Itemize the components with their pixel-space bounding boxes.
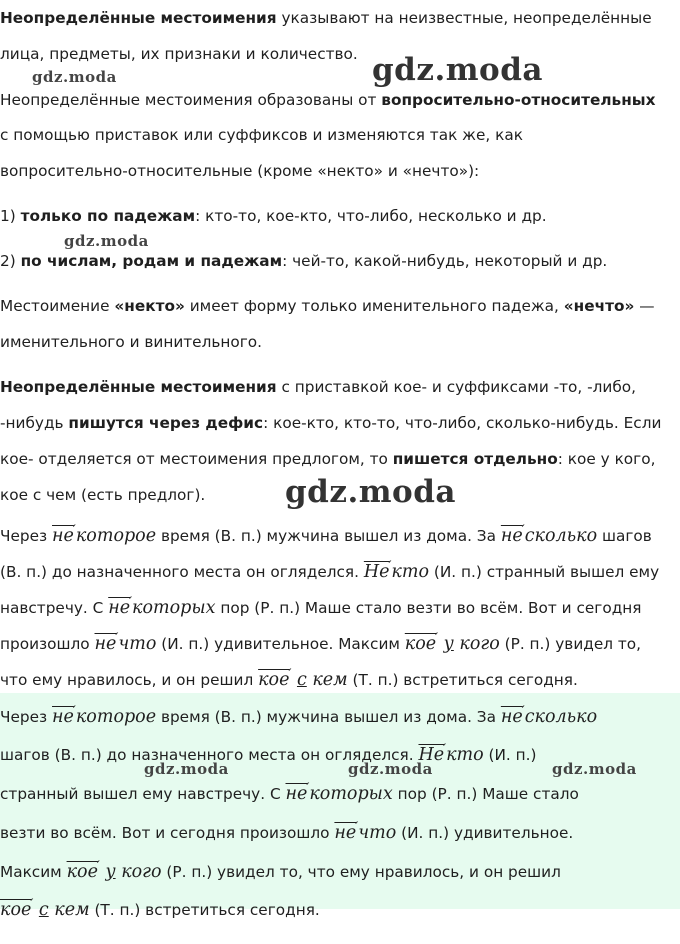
text: : кое у кого, xyxy=(557,450,656,468)
root: которое xyxy=(75,707,157,727)
definition-line-2: лица, предметы, их признаки и количество. xyxy=(0,45,358,63)
pronoun: кем xyxy=(54,900,90,920)
accent-mark: ′ xyxy=(306,781,310,796)
text: шагов (В. п.) до назначенного места он огляделся. xyxy=(0,746,419,764)
word-nekotoryh xyxy=(108,595,216,618)
accent-mark: ′ xyxy=(129,595,133,610)
accent-mark: ′ xyxy=(355,820,359,835)
text: Местоимение xyxy=(0,297,115,315)
spelling-line-1 xyxy=(0,369,636,405)
term-bold: вопросительно-относительных xyxy=(381,91,656,109)
formation-line-3: вопросительно-относительные (кроме «некто» и «нечто»): xyxy=(0,162,480,180)
word-nechto xyxy=(94,631,157,654)
text: везти во всём. Вот и сегодня произошло xyxy=(0,824,335,842)
accent-mark: ′ xyxy=(443,742,447,757)
accent-mark: ′ xyxy=(96,859,100,874)
watermark: gdz.moda xyxy=(372,52,543,88)
root: сколько xyxy=(524,526,598,546)
preposition: с xyxy=(38,900,49,920)
watermark: gdz.moda xyxy=(285,474,456,510)
prefix: не xyxy=(52,526,74,546)
watermark: gdz.moda xyxy=(144,760,229,778)
prefix: Не xyxy=(418,745,445,765)
text: — xyxy=(634,297,655,315)
nekto-line-1 xyxy=(0,288,655,324)
root: которых xyxy=(132,598,216,618)
text: (И. п.) удивительное. xyxy=(396,824,574,842)
pronoun: кого xyxy=(121,862,162,882)
prefix: не xyxy=(500,707,523,727)
text: имеет форму только именительного падежа, xyxy=(184,297,564,315)
example-line-2 xyxy=(0,549,659,590)
text: : кто-то, кое-кто, что-либо, несколько и др. xyxy=(195,207,547,225)
accent-mark: ′ xyxy=(72,523,76,538)
text: Максим xyxy=(0,863,67,881)
text: время (В. п.) мужчина вышел из дома. За xyxy=(156,527,501,545)
text: кое- отделяется от местоимения предлогом, то xyxy=(0,450,393,468)
list-number: 1) xyxy=(0,207,21,225)
highlight-line-4 xyxy=(0,809,573,853)
term-bold: только по падежам xyxy=(20,207,196,225)
text: странный вышел ему навстречу. С xyxy=(0,785,286,803)
term-bold: «нечто» xyxy=(563,297,635,315)
root: которое xyxy=(75,526,157,546)
preposition: с xyxy=(296,670,307,690)
preposition: у xyxy=(443,634,454,654)
preposition: у xyxy=(105,862,116,882)
list-number: 2) xyxy=(0,252,21,270)
text: : кое-кто, кто-то, что-либо, сколько-нибудь. Если xyxy=(263,414,662,432)
text: (И. п.) удивительное. Максим xyxy=(156,635,405,653)
text: пор (Р. п.) Маше стало везти во всём. Вот и сегодня xyxy=(215,599,642,617)
definition-line-1 xyxy=(0,0,652,36)
text: (Т. п.) встретиться сегодня. xyxy=(347,671,578,689)
text: время (В. п.) мужчина вышел из дома. За xyxy=(156,708,501,726)
accent-mark: ′ xyxy=(30,897,34,912)
text: указывают на неизвестные, неопределённые xyxy=(276,9,652,27)
text: произошло xyxy=(0,635,95,653)
text: (И. п.) xyxy=(483,746,537,764)
spelling-line-3 xyxy=(0,441,655,477)
prefix: не xyxy=(94,634,117,654)
text: что ему нравилось, и он решил xyxy=(0,671,259,689)
prefix: кое xyxy=(258,670,290,690)
highlight-line-5 xyxy=(0,848,561,892)
accent-mark: ′ xyxy=(288,667,292,682)
text: (В. п.) до назначенного места он огляделся. xyxy=(0,563,364,581)
text: с приставкой кое- и суффиксами -то, -либо, xyxy=(276,378,637,396)
accent-mark: ′ xyxy=(521,704,525,719)
term-bold: по числам, родам и падежам xyxy=(20,252,283,270)
word-koe-u-kogo xyxy=(404,631,500,654)
highlight-line-6 xyxy=(0,886,320,930)
root: кто xyxy=(391,562,430,582)
text: (И. п.) странный вышел ему xyxy=(429,563,660,581)
example-line-4 xyxy=(0,621,641,662)
example-line-3 xyxy=(0,585,641,626)
accent-mark: ′ xyxy=(435,631,439,646)
highlighted-example xyxy=(0,693,680,920)
word-nekto xyxy=(363,559,430,582)
formation-line-2: с помощью приставок или суффиксов и изменяются так же, как xyxy=(0,126,523,144)
accent-mark: ′ xyxy=(72,704,76,719)
prefix: не xyxy=(334,823,357,843)
word-neskolko xyxy=(500,704,598,727)
nekto-line-2: именительного и винительного. xyxy=(0,333,263,351)
root: что xyxy=(118,634,157,654)
root: кто xyxy=(446,745,484,765)
example-line-1 xyxy=(0,513,652,554)
prefix: кое xyxy=(0,900,32,920)
text: : чей-то, какой-нибудь, некоторый и др. xyxy=(282,252,608,270)
accent-mark: ′ xyxy=(115,631,119,646)
highlight-line-3 xyxy=(0,770,579,814)
text: (Р. п.) увидел то, xyxy=(499,635,642,653)
accent-mark: ′ xyxy=(521,523,525,538)
term-bold: «некто» xyxy=(114,297,185,315)
word-nekotoryh xyxy=(285,781,393,804)
word-neskolko xyxy=(500,523,598,546)
pronoun: кем xyxy=(312,670,348,690)
watermark: gdz.moda xyxy=(64,232,149,250)
root: что xyxy=(358,823,397,843)
watermark: gdz.moda xyxy=(552,760,637,778)
spelling-line-4: кое с чем (есть предлог). xyxy=(0,486,206,504)
word-koe-u-kogo xyxy=(66,859,162,882)
root: сколько xyxy=(524,707,598,727)
highlight-line-2 xyxy=(0,731,537,775)
formation-line-1 xyxy=(0,82,655,118)
root: которых xyxy=(309,784,393,804)
prefix: не xyxy=(285,784,308,804)
text: шагов xyxy=(597,527,652,545)
pronoun: кого xyxy=(459,634,500,654)
prefix: кое xyxy=(404,634,437,654)
term-bold: Неопределённые местоимения xyxy=(0,378,277,396)
text: Через xyxy=(0,527,53,545)
term-bold: пишутся через дефис xyxy=(68,414,264,432)
spelling-line-2 xyxy=(0,405,661,441)
watermark: gdz.moda xyxy=(348,760,433,778)
word-nekotoroe xyxy=(52,704,157,727)
prefix: Не xyxy=(363,562,390,582)
word-nechto xyxy=(334,820,397,843)
prefix: не xyxy=(500,526,523,546)
highlight-line-1 xyxy=(0,693,597,737)
example-line-5 xyxy=(0,657,578,698)
text: Через xyxy=(0,708,53,726)
watermark: gdz.moda xyxy=(32,68,117,86)
term-bold: пишется отдельно xyxy=(392,450,558,468)
text: пор (Р. п.) Маше стало xyxy=(392,785,579,803)
text: (Р. п.) увидел то, что ему нравилось, и он решил xyxy=(161,863,561,881)
prefix: не xyxy=(52,707,74,727)
text: (Т. п.) встретиться сегодня. xyxy=(89,901,320,919)
text: -нибудь xyxy=(0,414,69,432)
accent-mark: ′ xyxy=(388,559,392,574)
term-bold: Неопределённые местоимения xyxy=(0,9,277,27)
list-item xyxy=(0,198,547,234)
word-koe-s-kem xyxy=(258,667,348,690)
word-nekotoroe xyxy=(52,523,157,546)
prefix: кое xyxy=(66,862,98,882)
text: навстречу. С xyxy=(0,599,109,617)
word-koe-s-kem xyxy=(0,897,90,920)
prefix: не xyxy=(108,598,131,618)
text: Неопределённые местоимения образованы от xyxy=(0,91,382,109)
